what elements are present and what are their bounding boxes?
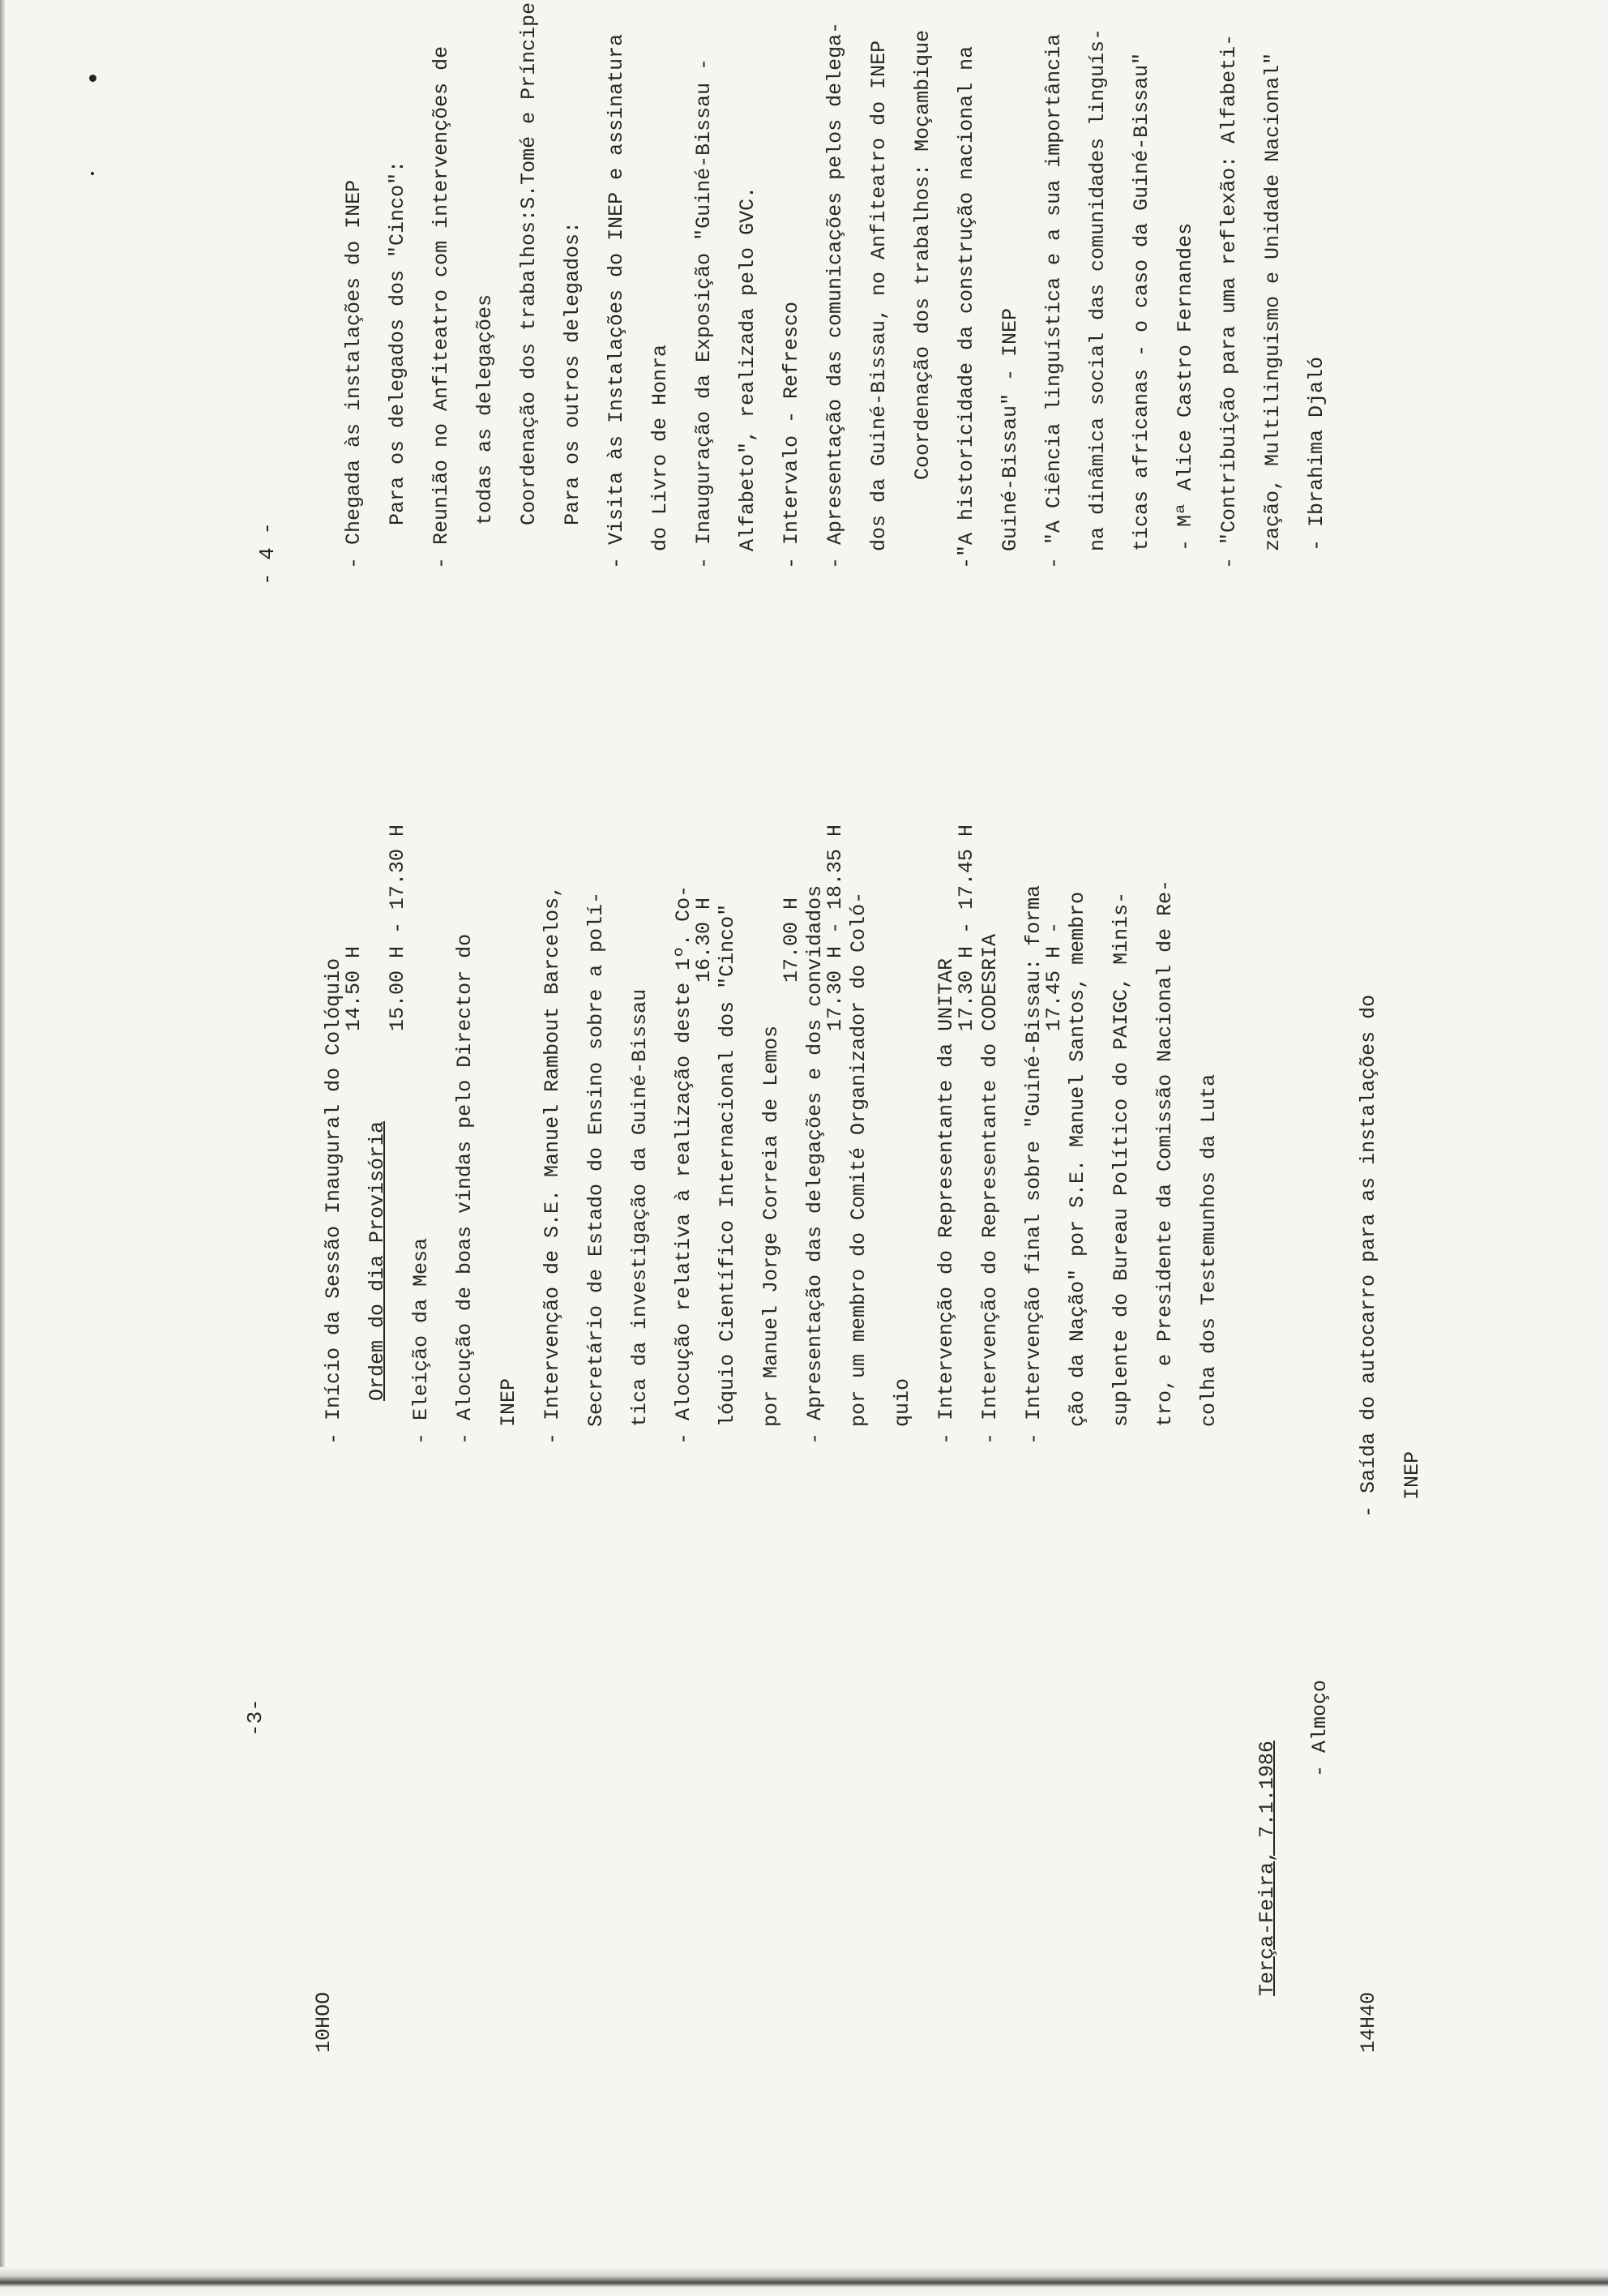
agenda-item-cont: do Livro de Honra xyxy=(648,344,672,551)
time-label: 17.00 H xyxy=(780,897,803,983)
agenda-column xyxy=(332,2,1339,569)
agenda-item-cont: tica da investigação da Guiné-Bissau xyxy=(628,988,652,1427)
agenda-item-cont: Secretário de Estado do Ensino sobre a polí- xyxy=(584,891,608,1427)
agenda-item: - Inauguração da Exposição "Guiné-Bissau - xyxy=(692,58,716,569)
agenda-item: - Alocução relativa à realização deste 1º. Co- xyxy=(672,885,695,1445)
agenda-item-cont: ção da Nação" por S.E. Manuel Santos, membro xyxy=(1066,891,1089,1427)
time-label: 17.30 H - 17.45 H xyxy=(955,824,978,1031)
time-label: 14H40 xyxy=(1357,1991,1380,2053)
agenda-item: - Alocução de boas vindas pelo Director do xyxy=(453,933,477,1445)
agenda-item: - Apresentação das delegações e dos convidados xyxy=(803,885,827,1445)
agenda-item: -"A historicidade da construção nacional na xyxy=(955,45,978,569)
page-number: - 4 - xyxy=(255,521,280,585)
agenda-item: - Reunião no Anfiteatro com intervenções de xyxy=(430,45,453,569)
section-heading: Ordem do dia Provisória xyxy=(366,1120,389,1401)
agenda-item-cont: quio xyxy=(891,1377,914,1427)
agenda-item-cont: tro, e Presidente da Comissão Nacional de Re- xyxy=(1153,879,1177,1427)
time-label: 17.30 H - 18.35 H xyxy=(823,824,847,1031)
agenda-item-cont: suplente do Bureau Político do PAIGC, Minis- xyxy=(1110,891,1133,1427)
agenda-item-cont: todas as delegações xyxy=(473,293,497,525)
time-label: 14.50 H xyxy=(342,945,366,1031)
agenda-item: - Intervenção do Representante do CODESRIA xyxy=(978,933,1002,1445)
agenda-item: - Intervenção final sobre "Guiné-Bissau: forma xyxy=(1022,885,1046,1445)
agenda-item: - Chegada às instalações do INEP xyxy=(342,179,366,569)
time-label: 10HOO xyxy=(312,1991,336,2053)
agenda-item: - Intervalo - Refresco xyxy=(780,301,803,569)
agenda-item: - Início da Sessão Inaugural do Colóquio xyxy=(322,957,345,1445)
agenda-item-cont: colha dos Testemunhos da Luta xyxy=(1197,1073,1221,1427)
coordination-note: Coordenação dos trabalhos: Moçambique xyxy=(911,29,934,480)
agenda-item: - Eleição da Mesa xyxy=(409,1237,433,1445)
agenda-item-cont: por Manuel Jorge Correia de Lemos xyxy=(759,1025,783,1427)
agenda-item: - Intervenção do Representante da UNITAR xyxy=(934,957,958,1445)
agenda-item: - Visita às Instalações do INEP e assinatura xyxy=(605,33,628,569)
agenda-item: - "A Ciência linguística e a sua importância xyxy=(1042,33,1066,569)
agenda-item-cont: zação, Multilinguismo e Unidade Nacional" xyxy=(1261,52,1285,551)
agenda-item: - "Contribuição para uma reflexão: Alfabeti- xyxy=(1217,33,1241,569)
agenda-item-cont: lóquio Científico Internacional dos "Cinco" xyxy=(716,903,739,1427)
agenda-item: - Apresentação das comunicações pelos delega- xyxy=(823,21,847,569)
agenda-item: - Almoço xyxy=(1308,1679,1332,1777)
agenda-item-cont: por um membro do Comité Organizador do Coló- xyxy=(847,891,870,1427)
agenda-item-cont: Guiné-Bissau" - INEP xyxy=(999,307,1022,551)
agenda-item-cont: na dinâmica social das comunidades linguís- xyxy=(1086,28,1110,551)
coordination-note: Coordenação dos trabalhos:S.Tomé e Príncipe xyxy=(517,2,541,525)
agenda-item: - Intervenção de S.E. Manuel Rambout Barcelos, xyxy=(541,885,564,1445)
time-label: 16.30 H xyxy=(692,897,716,983)
speaker: - Ibrahima Djaló xyxy=(1305,356,1328,551)
speaker: - Mª Alice Castro Fernandes xyxy=(1174,222,1197,551)
agenda-item-cont: dos da Guiné-Bissau, no Anfiteatro do INEP xyxy=(867,40,891,551)
page-number: -3- xyxy=(243,1698,267,1737)
agenda-item-cont: Alfabeto", realizada pelo GVC. xyxy=(736,186,759,551)
agenda-item: - Saída do autocarro para as instalações do xyxy=(1357,994,1380,1518)
agenda-column xyxy=(1347,995,1435,1518)
group-label: Para os delegados dos "Cinco": xyxy=(386,160,409,525)
agenda-item-cont: INEP xyxy=(497,1377,520,1427)
agenda-item-cont: INEP xyxy=(1401,1450,1424,1500)
time-label: 15.00 H - 17.30 H xyxy=(386,824,409,1031)
date-heading: Terça-Feira, 7.1.1986 xyxy=(1255,1740,1279,1996)
group-label: Para os outros delegados: xyxy=(561,221,584,525)
agenda-item-cont: ticas africanas - o caso da Guiné-Bissau" xyxy=(1130,52,1153,551)
time-label: 17.45 H - xyxy=(1042,921,1066,1031)
time-column xyxy=(332,825,1076,1031)
